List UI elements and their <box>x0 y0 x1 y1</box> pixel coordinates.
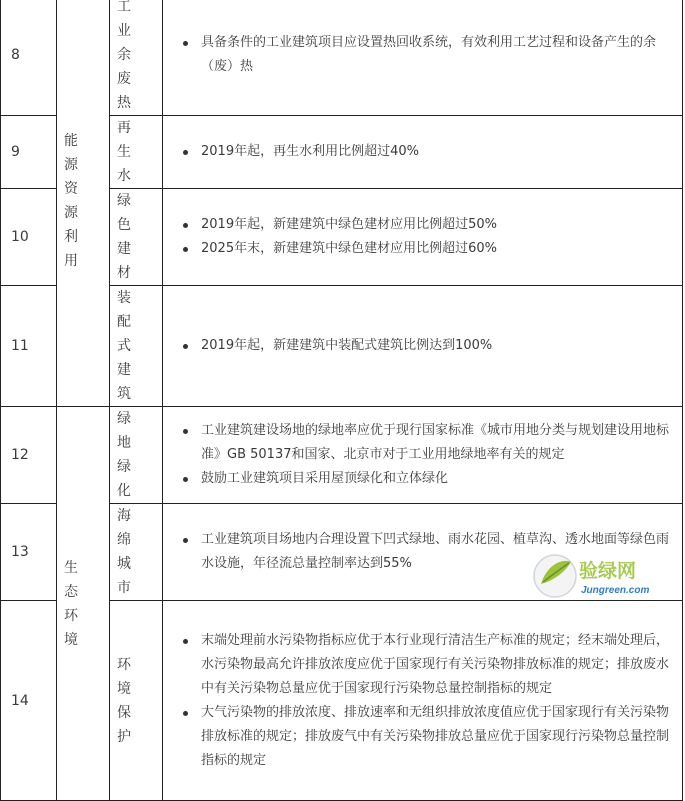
row-number: 14 <box>1 601 57 801</box>
category-energy-label: 能源资源利用 <box>64 132 84 269</box>
list-item: 工业建筑建设场地的绿地率应优于现行国家标准《城市用地分类与规划建设用地标准》GB 50137和国家、北京市对于工业用地绿地率有关的规定 <box>181 419 672 467</box>
requirement-cell <box>163 601 683 801</box>
subcategory-label: 装配式建筑 <box>117 290 139 402</box>
subcategory-cell <box>110 189 163 286</box>
watermark-text: 验绿网 <box>579 561 637 582</box>
table-row <box>1 0 683 116</box>
subcategory-cell <box>110 286 163 407</box>
subcategory-cell <box>110 504 163 601</box>
subcategory-cell <box>110 601 163 801</box>
row-number: 13 <box>1 504 57 601</box>
list-item: 末端处理前水污染物指标应优于本行业现行清洁生产标准的规定；经末端处理后，水污染物最高允许排放浓度应优于国家现行有关污染物排放标准的规定；排放废水中有关污染物总量应优于国家现行污染物总量控制指标的规定 <box>181 629 672 701</box>
subcategory-cell <box>110 407 163 504</box>
category-ecology-label: 生态环境 <box>64 559 84 648</box>
subcategory-label: 绿地绿化 <box>117 411 139 499</box>
list-item: 2019年起，新建建筑中绿色建材应用比例超过50% <box>181 213 672 237</box>
table-row <box>1 407 683 504</box>
green-leaf-logo-icon <box>531 550 681 604</box>
category-cell <box>57 407 110 801</box>
list-item: 2019年起，新建建筑中装配式建筑比例达到100% <box>181 334 672 358</box>
subcategory-cell <box>110 0 163 116</box>
row-number: 12 <box>1 407 57 504</box>
category-cell <box>57 0 110 407</box>
subcategory-label: 环境保护 <box>117 656 139 745</box>
watermark <box>531 550 681 604</box>
row-number: 9 <box>1 116 57 189</box>
list-item: 2025年末，新建建筑中绿色建材应用比例超过60% <box>181 237 672 261</box>
subcategory-cell <box>110 116 163 189</box>
row-number: 11 <box>1 286 57 407</box>
row-number: 10 <box>1 189 57 286</box>
requirement-cell <box>163 116 683 189</box>
subcategory-label: 工业余废热 <box>117 0 139 111</box>
requirement-cell <box>163 286 683 407</box>
requirement-cell <box>163 407 683 504</box>
list-item: 2019年起，再生水利用比例超过40% <box>181 140 672 164</box>
list-item: 工业建筑项目场地内合理设置下凹式绿地、雨水花园、植草沟、透水地面等绿色雨水设施，年径流总量控制率达到55% <box>181 528 672 576</box>
list-item: 鼓励工业建筑项目采用屋顶绿化和立体绿化 <box>181 467 672 491</box>
subcategory-label: 再生水 <box>117 120 139 184</box>
list-item: 具备条件的工业建筑项目应设置热回收系统，有效利用工艺过程和设备产生的余（废）热 <box>181 31 672 79</box>
requirement-cell <box>163 0 683 116</box>
requirement-cell <box>163 189 683 286</box>
watermark-url: Jungreen.com <box>581 585 650 596</box>
subcategory-label: 绿色建材 <box>117 193 139 281</box>
row-number: 8 <box>1 0 57 116</box>
subcategory-label: 海绵城市 <box>117 508 139 596</box>
list-item: 大气污染物的排放浓度、排放速率和无组织排放浓度值应优于国家现行有关污染物排放标准的规定；排放废气中有关污染物排放总量应优于国家现行污染物总量控制指标的规定 <box>181 701 672 773</box>
